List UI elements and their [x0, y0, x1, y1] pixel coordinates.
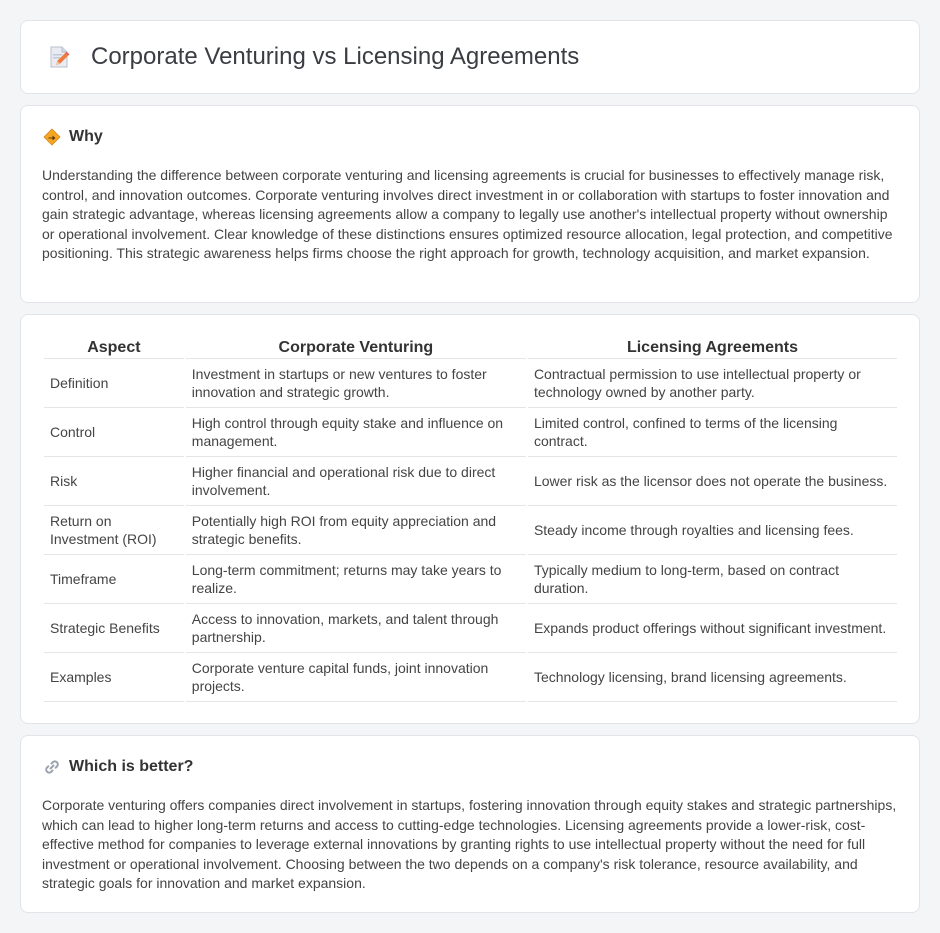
table-header-row: [44, 335, 897, 359]
which-is-better-section: [20, 735, 920, 913]
table-cell: Timeframe: [44, 555, 184, 604]
which-is-better-title: Which is better?: [69, 758, 194, 775]
table-cell: Typically medium to long-term, based on contract duration.: [528, 555, 897, 604]
table-cell: Definition: [44, 359, 184, 408]
table-cell: Return on Investment (ROI): [44, 506, 184, 555]
table-cell: Expands product offerings without significant investment.: [528, 604, 897, 653]
table-row: [44, 653, 897, 702]
table-cell: Control: [44, 408, 184, 457]
table-cell: Investment in startups or new ventures to foster innovation and strategic growth.: [186, 359, 526, 408]
comparison-table: [42, 335, 899, 702]
table-row: [44, 555, 897, 604]
table-row: [44, 604, 897, 653]
table-cell: Access to innovation, markets, and talent through partnership.: [186, 604, 526, 653]
table-cell: Steady income through royalties and licensing fees.: [528, 506, 897, 555]
document-pencil-icon: [47, 45, 71, 69]
why-section: [20, 105, 920, 303]
link-icon: [43, 758, 61, 776]
table-row: [44, 457, 897, 506]
table-header-cell: Corporate Venturing: [186, 335, 526, 359]
why-text: Understanding the difference between corporate venturing and licensing agreements is crucial for businesses to effectively manage risk, control, and innovation outcomes. Corporate venturing involves direct investment in or collaboration with startups to foster innovation and gain strategic advantage, whereas licensing agreements allow a company to legally use another's intellectual property without ownership or operational involvement. Clear knowledge of these distinctions ensures optimized resource allocation, legal protection, and competitive positioning. This strategic awareness helps firms choose the right approach for growth, technology acquisition, and market expansion.: [42, 167, 893, 261]
table-row: [44, 506, 897, 555]
table-cell: Contractual permission to use intellectual property or technology owned by another party.: [528, 359, 897, 408]
table-cell: Risk: [44, 457, 184, 506]
comparison-table-card: [20, 314, 920, 724]
table-header-cell: Licensing Agreements: [528, 335, 897, 359]
table-cell: Corporate venture capital funds, joint innovation projects.: [186, 653, 526, 702]
table-row: [44, 408, 897, 457]
page-title: Corporate Venturing vs Licensing Agreements: [91, 43, 580, 70]
table-header-cell: Aspect: [44, 335, 184, 359]
table-cell: Technology licensing, brand licensing agreements.: [528, 653, 897, 702]
table-cell: Potentially high ROI from equity appreciation and strategic benefits.: [186, 506, 526, 555]
table-cell: High control through equity stake and influence on management.: [186, 408, 526, 457]
which-is-better-text: Corporate venturing offers companies direct involvement in startups, fostering innovation through equity stakes and strategic partnerships, which can lead to higher long-term returns and access to cutting-edge technologies. Licensing agreements provide a lower-risk, cost-effective method for companies to leverage external innovations by granting rights to use intellectual property without the need for full investment or operational involvement. Choosing between the two depends on a company's risk tolerance, resource availability, and strategic goals for innovation and market expansion.: [42, 797, 897, 891]
why-title: Why: [69, 128, 103, 145]
table-cell: Examples: [44, 653, 184, 702]
table-cell: Higher financial and operational risk due to direct involvement.: [186, 457, 526, 506]
table-cell: Lower risk as the licensor does not operate the business.: [528, 457, 897, 506]
table-row: [44, 359, 897, 408]
table-cell: Strategic Benefits: [44, 604, 184, 653]
header-card: [20, 20, 920, 94]
table-cell: Limited control, confined to terms of the licensing contract.: [528, 408, 897, 457]
table-cell: Long-term commitment; returns may take years to realize.: [186, 555, 526, 604]
diamond-sign-icon: [43, 128, 61, 146]
